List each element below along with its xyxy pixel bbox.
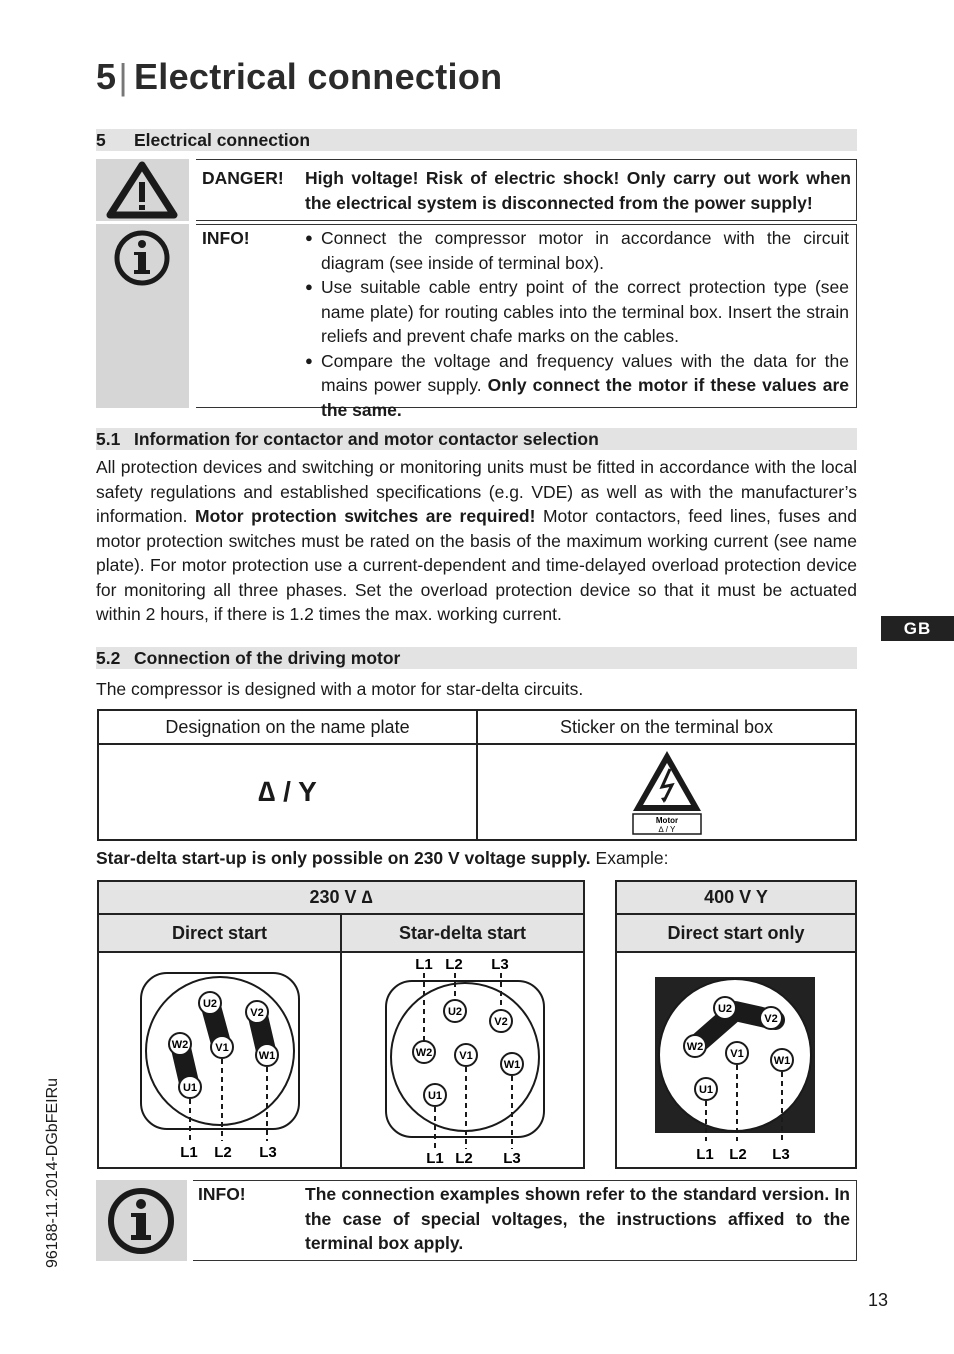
col-header-designation: Designation on the name plate	[98, 710, 477, 744]
info-bullet-2: ● Use suitable cable entry point of the correct protection type (see name plate) for routing cables into the terminal box. Insert the strain reliefs and prevent chafe marks on the cables.	[305, 275, 849, 349]
line-label-l1: L1	[696, 1146, 714, 1163]
chapter-number: 5	[96, 56, 117, 97]
section-title: Information for contactor and motor contactor selection	[134, 429, 599, 449]
terminal-w2: W2	[171, 1039, 189, 1051]
page-number: 13	[868, 1290, 889, 1310]
warning-triangle-icon	[96, 159, 189, 221]
line-label-l1: L1	[180, 1144, 198, 1161]
startup-note-bold: Star-delta start-up is only possible on 230 V voltage supply.	[96, 848, 591, 868]
terminal-w2: W2	[686, 1041, 704, 1053]
sticker-label-motor: Motor	[655, 816, 678, 825]
startup-note	[96, 846, 668, 871]
terminal-u1: U1	[427, 1090, 443, 1102]
info-label-2: INFO!	[198, 1184, 246, 1204]
sticker-label-delta-star: ∆ / Y	[658, 825, 675, 834]
info-bullet-list	[305, 226, 849, 422]
info-text-2: The connection examples shown refer to the standard version. In the case of special voltages, the instructions affixed to the terminal box apply.	[305, 1184, 850, 1253]
line-label-l2-top: L2	[445, 956, 463, 973]
line-label-l1-top: L1	[415, 956, 433, 973]
section-number: 5.2	[96, 648, 121, 668]
title-divider: |	[118, 56, 128, 97]
voltage-header-400v: 400 V Y	[616, 881, 856, 914]
wiring-table-230v	[97, 880, 585, 1169]
terminal-v1: V1	[215, 1042, 229, 1054]
section-5-2-intro: The compressor is designed with a motor for star-delta circuits.	[96, 679, 584, 699]
info-label: INFO!	[202, 228, 250, 248]
terminal-u2: U2	[447, 1006, 463, 1018]
terminal-w1: W1	[773, 1055, 791, 1067]
wiring-table-400v	[615, 880, 857, 1169]
info-icon	[96, 1180, 187, 1261]
high-voltage-sticker-icon	[627, 747, 707, 837]
terminal-diagram-direct-start	[99, 953, 339, 1167]
line-label-l2-bottom: L2	[455, 1150, 473, 1167]
voltage-header-230v: 230 V ∆	[98, 881, 584, 914]
paragraph-text-b: Motor contactors, feed lines, fuses and motor protection switches must be rated on the basis of the maximum working current (see name plate). For motor protection use a current-dependent and time-delayed overload protection device for monitoring all three phases. Set the overload protection device so that it must be actuated within 2 hours, if there is 1.2 times the max. working current.	[96, 506, 857, 624]
terminal-u2: U2	[202, 998, 218, 1010]
paragraph-emphasis: Motor protection switches are required!	[195, 506, 536, 526]
terminal-diagram-direct-start-only	[617, 953, 855, 1167]
section-5-1-heading	[96, 428, 857, 450]
chapter-title: Electrical connection	[133, 56, 503, 97]
line-label-l3-top: L3	[491, 956, 509, 973]
terminal-w1: W1	[258, 1050, 276, 1062]
line-label-l2: L2	[729, 1146, 747, 1163]
section-title: Electrical connection	[134, 130, 311, 150]
terminal-v2: V2	[764, 1013, 778, 1025]
danger-text: High voltage! Risk of electric shock! Only carry out work when the electrical system is disconnected from the power supply!	[305, 168, 851, 213]
document-code: 96188-11.2014-DGbFEIRu	[44, 1077, 61, 1268]
terminal-u1: U1	[698, 1084, 714, 1096]
language-tab[interactable]: GB	[881, 616, 954, 641]
terminal-v2: V2	[250, 1007, 264, 1019]
line-label-l3: L3	[259, 1144, 277, 1161]
terminal-w2: W2	[415, 1047, 433, 1059]
star-delta-diagram-cell	[341, 952, 584, 1168]
line-label-l3-bottom: L3	[503, 1150, 521, 1167]
info-bullet-3-text: Compare the voltage and frequency values with the data for the mains power supply.	[321, 350, 849, 395]
terminal-v2: V2	[494, 1016, 508, 1028]
info-bullet-1: ● Connect the compressor motor in accordance with the circuit diagram (see inside of terminal box).	[305, 226, 849, 275]
col-header-sticker: Sticker on the terminal box	[477, 710, 856, 744]
info-icon	[96, 224, 189, 304]
section-title: Connection of the driving motor	[134, 648, 401, 668]
danger-icon-cell	[96, 159, 189, 221]
terminal-v1: V1	[730, 1048, 744, 1060]
info-icon-cell-2	[96, 1180, 187, 1261]
line-label-l2: L2	[214, 1144, 232, 1161]
danger-label: DANGER!	[202, 168, 284, 188]
line-label-l3: L3	[772, 1146, 790, 1163]
terminal-diagram-star-delta	[342, 953, 582, 1167]
nameplate-table	[97, 709, 857, 841]
info-bullet-3-emphasis: Only connect the motor if these values are the same.	[321, 375, 849, 420]
paragraph-text-a: All protection devices and switching or monitoring units must be fitted in accordance with the local safety regulations and established specifications (e.g. VDE) as well as with the manufacturer’s information.	[96, 457, 857, 526]
terminal-w1: W1	[503, 1059, 521, 1071]
terminal-u2: U2	[717, 1003, 733, 1015]
direct-start-header: Direct start	[98, 914, 341, 952]
direct-start-only-header: Direct start only	[616, 914, 856, 952]
line-label-l1-bottom: L1	[426, 1150, 444, 1167]
terminal-v1: V1	[459, 1050, 473, 1062]
section-5-2-heading	[96, 647, 857, 669]
info-bullet-3	[305, 349, 849, 423]
info-icon-cell	[96, 224, 189, 408]
section-number: 5.1	[96, 429, 121, 449]
direct-start-only-diagram-cell	[616, 952, 856, 1168]
star-delta-start-header: Star-delta start	[341, 914, 584, 952]
delta-star-symbol-cell	[98, 744, 477, 840]
delta-star-symbol: ∆ / Y	[258, 776, 317, 807]
terminal-u1: U1	[182, 1082, 198, 1094]
sticker-cell	[477, 744, 856, 840]
startup-note-example: Example:	[595, 848, 669, 868]
section-number: 5	[96, 130, 106, 150]
page-title	[96, 56, 502, 98]
direct-start-diagram-cell	[98, 952, 341, 1168]
section-5-1-paragraph	[96, 455, 857, 627]
section-5-heading	[96, 129, 857, 151]
